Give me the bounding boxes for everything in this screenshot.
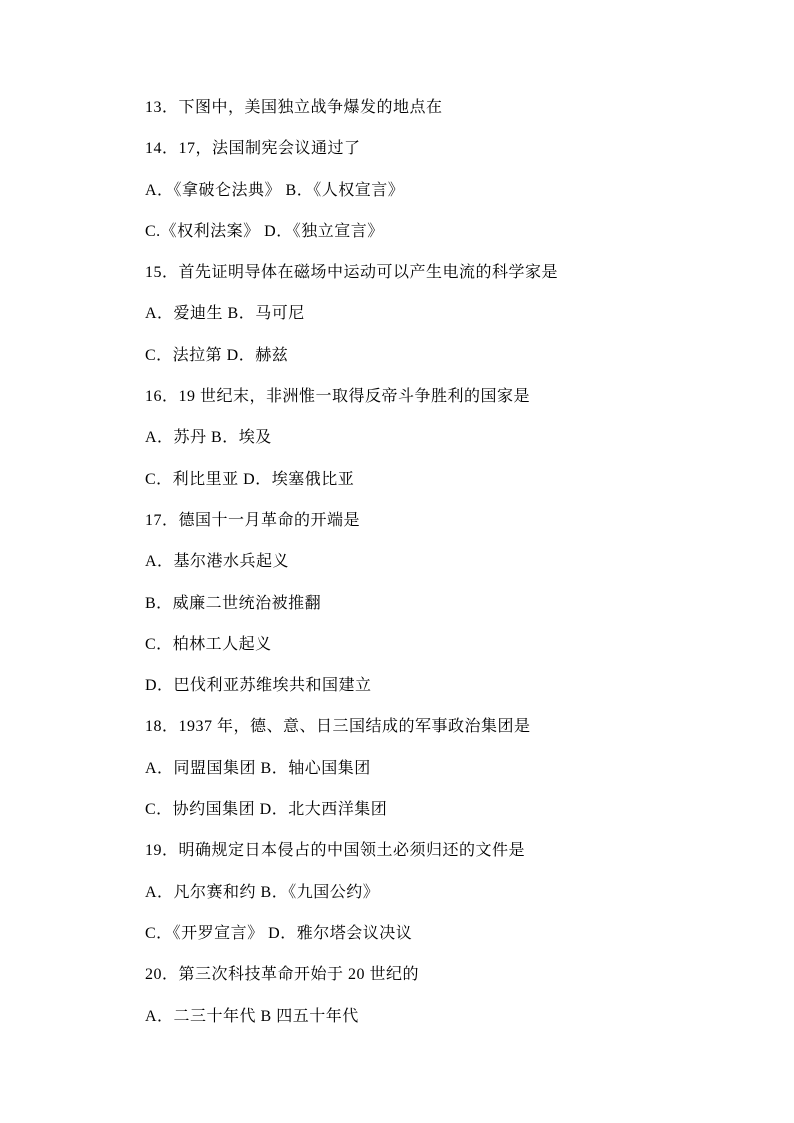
line-q14-options-cd: C.《权利法案》 D．《独立宣言》 [145,222,384,240]
line-q14: 14．17，法国制宪会议通过了 [145,140,361,158]
line-q20: 20．第三次科技革命开始于 20 世纪的 [145,966,420,984]
line-q19-options-cd: C．《开罗宣言》 D．雅尔塔会议决议 [145,924,413,942]
line-q16-options-ab: A．苏丹 B．埃及 [145,429,272,447]
line-q14-options-ab: A．《拿破仑法典》 B．《人权宣言》 [145,181,405,199]
line-q15: 15．首先证明导体在磁场中运动可以产生电流的科学家是 [145,264,559,282]
line-q18: 18．1937 年，德、意、日三国结成的军事政治集团是 [145,718,531,736]
exam-text-block [145,87,734,1037]
line-q19: 19．明确规定日本侵占的中国领土必须归还的文件是 [145,842,526,860]
line-q17-option-b: B．威廉二世统治被推翻 [145,594,322,612]
line-q18-options-cd: C．协约国集团 D．北大西洋集团 [145,801,388,819]
line-q20-options-ab: A．二三十年代 B 四五十年代 [145,1007,359,1025]
line-q13: 13．下图中，美国独立战争爆发的地点在 [145,99,443,116]
line-q17-option-c: C．柏林工人起义 [145,635,272,653]
line-q16: 16．19 世纪末，非洲惟一取得反帝斗争胜利的国家是 [145,388,531,406]
line-q19-options-ab: A．凡尔赛和约 B．《九国公约》 [145,883,380,901]
line-q17-option-d: D．巴伐利亚苏维埃共和国建立 [145,677,372,695]
line-q18-options-ab: A．同盟国集团 B．轴心国集团 [145,759,371,777]
line-q17-option-a: A．基尔港水兵起义 [145,553,290,571]
line-q15-options-ab: A．爱迪生 B．马可尼 [145,305,305,323]
line-q16-options-cd: C．利比里亚 D．埃塞俄比亚 [145,470,355,488]
line-q15-options-cd: C．法拉第 D．赫兹 [145,346,289,364]
line-q17: 17．德国十一月革命的开端是 [145,511,361,529]
